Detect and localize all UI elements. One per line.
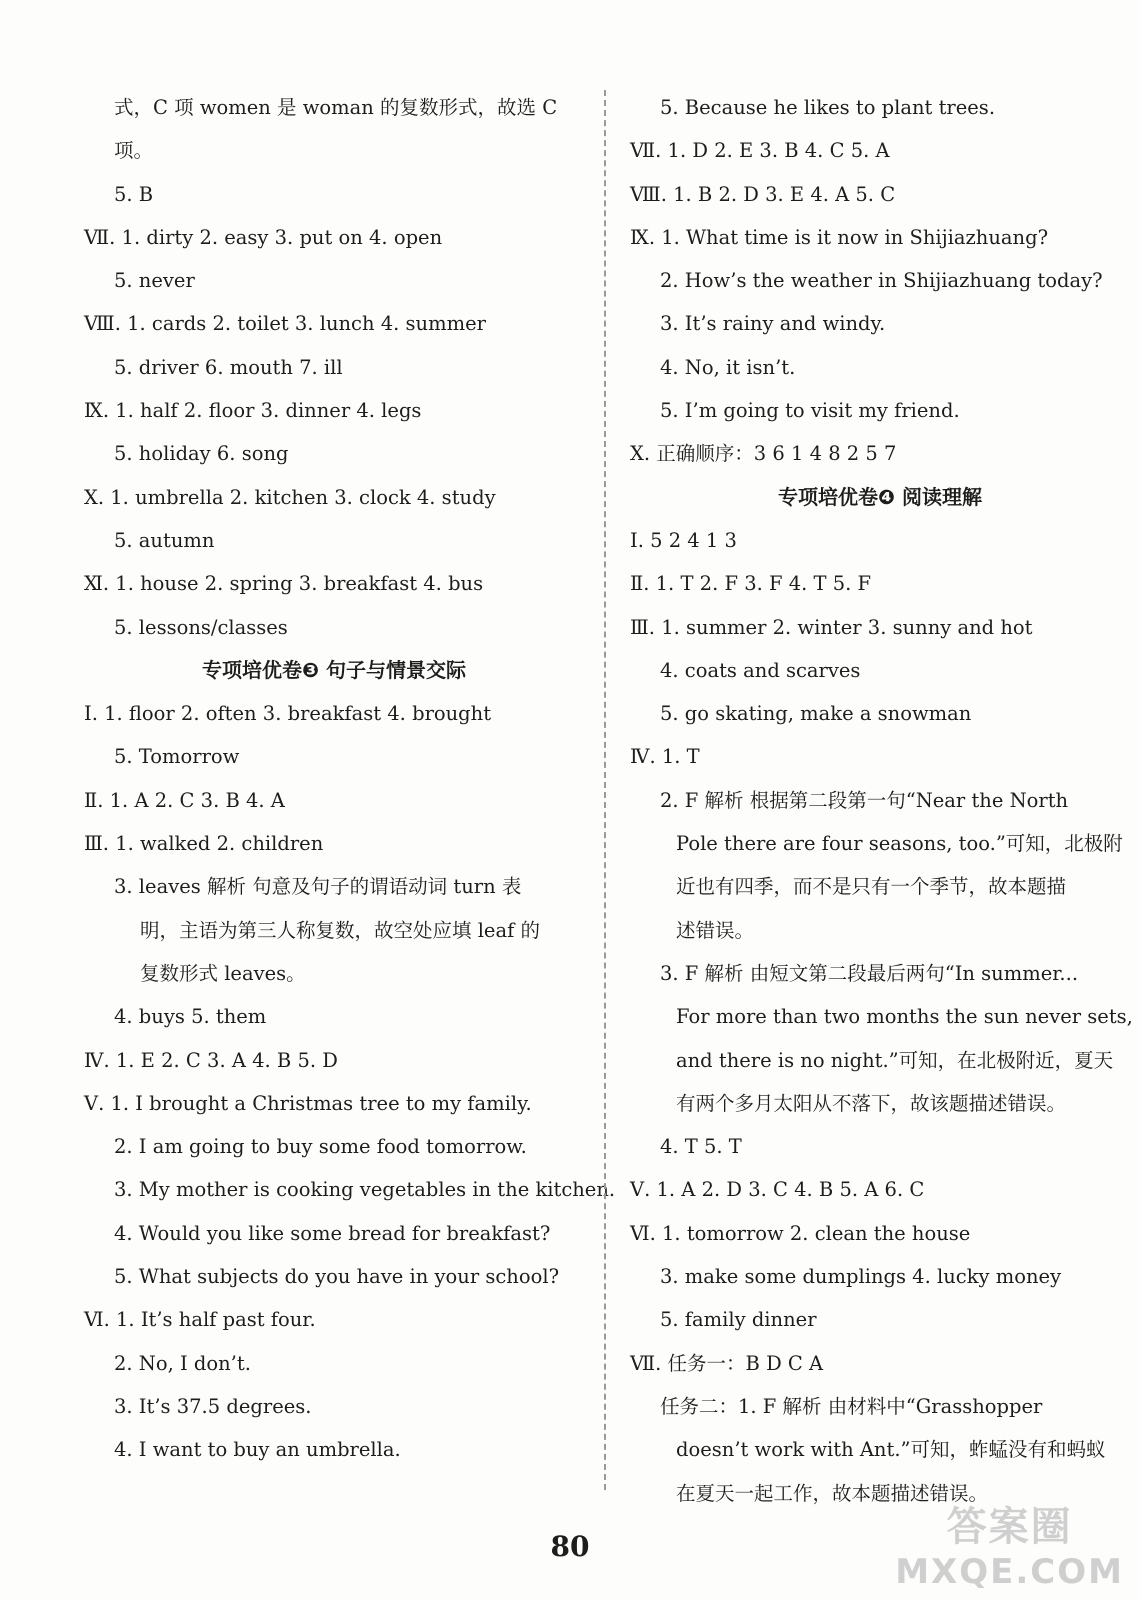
- answer-line: 3. It’s rainy and windy.: [660, 312, 886, 336]
- answer-line: Ⅴ. 1. I brought a Christmas tree to my family.: [84, 1091, 532, 1115]
- column-divider: [604, 90, 606, 1490]
- answer-line: 2. How’s the weather in Shijiazhuang today?: [660, 269, 1103, 293]
- answer-line: 4. I want to buy an umbrella.: [114, 1438, 401, 1462]
- answer-line: 2. F 解析 根据第二段第一句“Near the North: [660, 788, 1069, 812]
- answer-line: 有两个多月太阳从不落下，故该题描述错误。: [676, 1091, 1067, 1115]
- answer-line: 明，主语为第三人称复数，故空处应填 leaf 的: [140, 918, 541, 942]
- answer-line: For more than two months the sun never sets,: [676, 1005, 1133, 1029]
- answer-line: 2. No, I don’t.: [114, 1351, 251, 1375]
- answer-line: 5. What subjects do you have in your school?: [114, 1265, 560, 1289]
- answer-line: and there is no night.”可知，在北极附近，夏天: [676, 1048, 1114, 1072]
- page-number: 80: [550, 1530, 590, 1563]
- answer-line: Ⅸ. 1. half 2. floor 3. dinner 4. legs: [84, 399, 422, 423]
- answer-line: 5. B: [114, 182, 154, 206]
- answer-line: Ⅹ. 1. umbrella 2. kitchen 3. clock 4. study: [84, 485, 496, 509]
- right-column: [630, 86, 1133, 1515]
- watermark-line2: MXQE.COM: [895, 1552, 1124, 1592]
- answer-line: Ⅺ. 1. house 2. spring 3. breakfast 4. bus: [84, 572, 484, 596]
- answer-line: 5. Because he likes to plant trees.: [660, 96, 996, 119]
- answer-line: 4. coats and scarves: [660, 658, 861, 682]
- answer-line: Ⅵ. 1. It’s half past four.: [84, 1308, 316, 1332]
- answer-line: Ⅱ. 1. T 2. F 3. F 4. T 5. F: [630, 572, 872, 596]
- left-column: [84, 86, 616, 1472]
- watermark-logo: [895, 1495, 1124, 1592]
- answer-line: 任务二：1. F 解析 由材料中“Grasshopper: [660, 1394, 1043, 1418]
- answer-line: Ⅰ. 1. floor 2. often 3. breakfast 4. brought: [84, 702, 492, 726]
- answer-line: 5. driver 6. mouth 7. ill: [114, 355, 343, 379]
- answer-line: Ⅸ. 1. What time is it now in Shijiazhuang?: [630, 225, 1049, 249]
- watermark-line1: 答案圈: [946, 1504, 1073, 1550]
- answer-line: 2. I am going to buy some food tomorrow.: [114, 1135, 527, 1159]
- answer-line: Ⅷ. 1. cards 2. toilet 3. lunch 4. summer: [84, 312, 486, 336]
- answer-line: 5. never: [114, 269, 195, 293]
- answer-line: Ⅴ. 1. A 2. D 3. C 4. B 5. A 6. C: [630, 1178, 925, 1202]
- answer-line: 3. F 解析 由短文第二段最后两句“In summer...: [660, 961, 1079, 985]
- answer-line: 4. No, it isn’t.: [660, 355, 796, 379]
- answer-line: 4. Would you like some bread for breakfast?: [114, 1221, 551, 1245]
- answer-line: Ⅵ. 1. tomorrow 2. clean the house: [630, 1221, 971, 1245]
- answer-line: 5. holiday 6. song: [114, 442, 289, 466]
- answer-line: Ⅳ. 1. E 2. C 3. A 4. B 5. D: [84, 1048, 338, 1072]
- answer-line: Ⅶ. 1. dirty 2. easy 3. put on 4. open: [84, 225, 443, 249]
- answer-line: 3. make some dumplings 4. lucky money: [660, 1265, 1062, 1289]
- answer-line: 5. family dinner: [660, 1308, 817, 1332]
- answer-line: 3. It’s 37.5 degrees.: [114, 1394, 312, 1418]
- answer-line: 复数形式 leaves。: [140, 961, 306, 985]
- answer-line: 式，C 项 women 是 woman 的复数形式，故选 C: [114, 96, 558, 119]
- answer-line: Ⅲ. 1. summer 2. winter 3. sunny and hot: [630, 615, 1033, 639]
- answer-line: 5. lessons/classes: [114, 615, 288, 639]
- answer-line: Ⅹ. 正确顺序：3 6 1 4 8 2 5 7: [630, 442, 897, 466]
- answer-line: Ⅶ. 1. D 2. E 3. B 4. C 5. A: [630, 139, 890, 163]
- answer-line: 4. T 5. T: [660, 1135, 742, 1159]
- answer-line: 近也有四季，而不是只有一个季节，故本题描: [676, 875, 1067, 899]
- answer-line: doesn’t work with Ant.”可知，蚱蜢没有和蚂蚁: [676, 1438, 1106, 1462]
- answer-line: 5. go skating, make a snowman: [660, 702, 972, 726]
- answer-line: 3. My mother is cooking vegetables in the kitchen.: [114, 1178, 616, 1202]
- section-title: 专项培优卷❹ 阅读理解: [778, 484, 982, 509]
- answer-line: 5. Tomorrow: [114, 745, 240, 769]
- answer-line: Ⅱ. 1. A 2. C 3. B 4. A: [84, 788, 285, 812]
- answer-line: Ⅲ. 1. walked 2. children: [84, 832, 324, 856]
- answer-line: Ⅰ. 5 2 4 1 3: [630, 528, 737, 552]
- answer-line: 5. I’m going to visit my friend.: [660, 399, 960, 423]
- section-title: 专项培优卷❸ 句子与情景交际: [202, 657, 466, 682]
- answer-line: Pole there are four seasons, too.”可知，北极附: [676, 832, 1123, 856]
- answer-line: Ⅷ. 1. B 2. D 3. E 4. A 5. C: [630, 182, 896, 206]
- answer-line: 5. autumn: [114, 528, 215, 552]
- answer-line: Ⅶ. 任务一：B D C A: [630, 1351, 824, 1375]
- answer-line: Ⅳ. 1. T: [630, 745, 700, 769]
- answer-line: 3. leaves 解析 句意及句子的谓语动词 turn 表: [114, 875, 522, 899]
- answer-line: 4. buys 5. them: [114, 1005, 267, 1029]
- answer-line: 在夏天一起工作，故本题描述错误。: [676, 1481, 989, 1505]
- answer-line: 项。: [114, 139, 154, 163]
- answer-line: 述错误。: [676, 918, 755, 942]
